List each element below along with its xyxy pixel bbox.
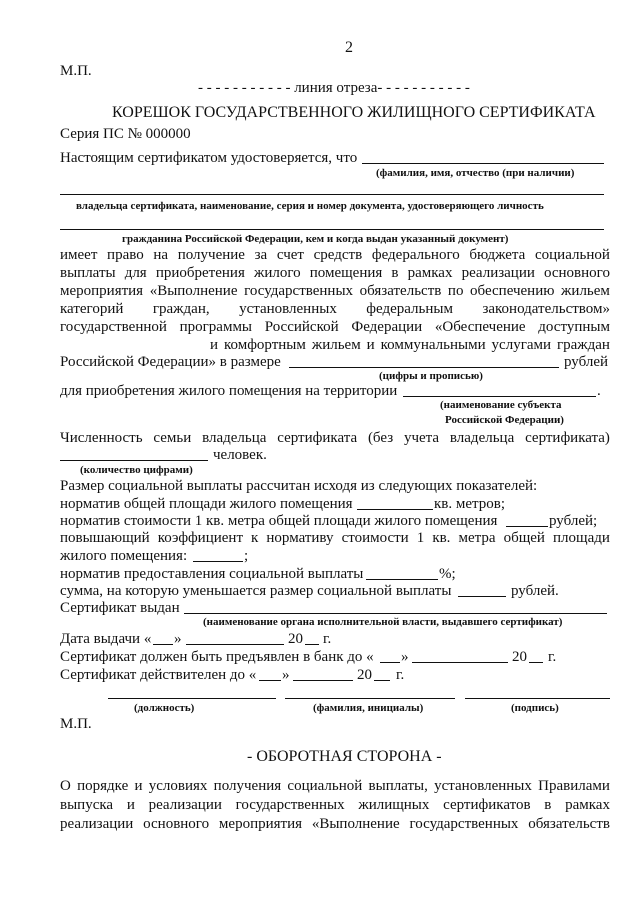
valid-month-field — [293, 680, 353, 681]
body-line-5: государственной программы Российской Федерации «Обеспечение доступным — [60, 319, 610, 335]
norm-pay-text: норматив предоставления социальной выплаты — [60, 566, 364, 582]
issue-month-field — [186, 644, 284, 645]
body-line-1: имеет право на получение за счет средств федерального бюджета социальной — [60, 247, 610, 263]
reduce-field-line — [458, 596, 506, 597]
name-signature-line — [285, 698, 455, 699]
hint-owner: владельца сертификата, наименование, серия и номер документа, удостоверяющего личность — [76, 200, 544, 212]
reverse-line-3: реализации основного мероприятия «Выполнение государственных обязательств — [60, 816, 610, 832]
owner-field-line — [60, 194, 604, 195]
position-signature-line — [108, 698, 276, 699]
issue-year-prefix: 20 — [288, 631, 303, 647]
reverse-line-1: О порядке и условиях получения социальной выплаты, установленных Правилами — [60, 778, 610, 794]
hint-subject-1: (наименование субъекта — [440, 399, 562, 411]
hint-amount: (цифры и прописью) — [379, 370, 483, 382]
bank-date-quote: » — [401, 649, 409, 665]
issue-date-label: Дата выдачи « — [60, 631, 152, 647]
norm-cost-text: норматив стоимости 1 кв. метра общей площади жилого помещения — [60, 513, 498, 529]
issue-date-quote: » — [174, 631, 182, 647]
issue-day-field — [153, 644, 173, 645]
coef-field-line — [193, 561, 243, 562]
issue-year-field — [305, 644, 319, 645]
territory-field-line — [403, 396, 596, 397]
body-line-3: мероприятия «Выполнение государственных обязательств по обеспечению жильем — [60, 283, 610, 299]
family-line: Численность семьи владельца сертификата (без учета владельца сертификата) — [60, 430, 610, 446]
norm-area-text: норматив общей площади жилого помещения — [60, 496, 353, 512]
persons-field-line — [60, 460, 208, 461]
territory-text: для приобретения жилого помещения на территории — [60, 383, 398, 399]
reverse-line-2: выпуска и реализации государственных жилищных сертификатов в рамках — [60, 797, 610, 813]
document-title: КОРЕШОК ГОСУДАРСТВЕННОГО ЖИЛИЩНОГО СЕРТИФИКАТА — [112, 104, 596, 121]
fio-field-line — [362, 163, 604, 164]
hint-citizen: гражданина Российской Федерации, кем и когда выдан указанный документ) — [122, 233, 509, 245]
bank-day-field — [380, 662, 400, 663]
stamp-mark-top: М.П. — [60, 63, 92, 79]
valid-date-quote: » — [282, 667, 290, 683]
reverse-side-title: - ОБОРОТНАЯ СТОРОНА - — [247, 748, 442, 765]
valid-year-suffix: г. — [396, 667, 405, 683]
coef-end-text: жилого помещения: — [60, 548, 188, 564]
hint-fio: (фамилия, имя, отчество (при наличии) — [376, 167, 575, 179]
rf-amount-text: Российской Федерации» в размере — [60, 354, 281, 370]
calc-intro: Размер социальной выплаты рассчитан исходя из следующих показателей: — [60, 478, 538, 494]
norm-area-field-line — [357, 509, 433, 510]
hint-sign: (подпись) — [511, 702, 559, 714]
norm-pay-unit: %; — [439, 566, 456, 582]
certify-text: Настоящим сертификатом удостоверяется, что — [60, 150, 358, 166]
coef-line: повышающий коэффициент к нормативу стоимости 1 кв. метра общей площади — [60, 530, 610, 546]
bank-year-suffix: г. — [548, 649, 557, 665]
amount-field-line — [289, 367, 559, 368]
stamp-mark-bottom: М.П. — [60, 716, 92, 732]
norm-cost-field-line — [506, 526, 548, 527]
issuer-field-line — [184, 613, 607, 614]
cut-line: - - - - - - - - - - - линия отреза- - - - - - - - - - - — [198, 80, 470, 96]
hint-position: (должность) — [134, 702, 195, 714]
norm-pay-field-line — [366, 579, 438, 580]
norm-area-unit: кв. метров; — [434, 496, 506, 512]
reduce-unit: рублей. — [511, 583, 559, 599]
coef-end-semicolon: ; — [244, 548, 249, 564]
bank-year-prefix: 20 — [512, 649, 527, 665]
sign-signature-line — [465, 698, 610, 699]
bank-year-field — [529, 662, 543, 663]
issue-year-suffix: г. — [323, 631, 332, 647]
hint-name: (фамилия, инициалы) — [313, 702, 424, 714]
bank-month-field — [412, 662, 508, 663]
rubles-label: рублей — [564, 354, 609, 370]
issued-text: Сертификат выдан — [60, 600, 180, 616]
body-line-6: и комфортным жильем и коммунальными услугами граждан — [210, 337, 610, 353]
valid-year-field — [374, 680, 390, 681]
hint-subject-2: Российской Федерации) — [445, 414, 564, 426]
territory-end: . — [597, 383, 601, 399]
norm-cost-unit: рублей; — [549, 513, 598, 529]
valid-day-field — [259, 680, 281, 681]
citizen-field-line — [60, 229, 604, 230]
page-number: 2 — [345, 39, 353, 56]
valid-year-prefix: 20 — [357, 667, 372, 683]
hint-issuer: (наименование органа исполнительной власти, выдавшего сертификат) — [203, 616, 563, 628]
hint-count: (количество цифрами) — [80, 464, 193, 476]
body-line-4: категорий граждан, установленных федеральным законодательством» — [60, 301, 610, 317]
reduce-text: сумма, на которую уменьшается размер социальной выплаты — [60, 583, 452, 599]
body-line-2: выплаты для приобретения жилого помещения в рамках реализации основного — [60, 265, 610, 281]
persons-label: человек. — [213, 447, 267, 463]
bank-date-label: Сертификат должен быть предъявлен в банк до « — [60, 649, 374, 665]
series-number: Серия ПС № 000000 — [60, 126, 191, 142]
valid-date-label: Сертификат действителен до « — [60, 667, 257, 683]
